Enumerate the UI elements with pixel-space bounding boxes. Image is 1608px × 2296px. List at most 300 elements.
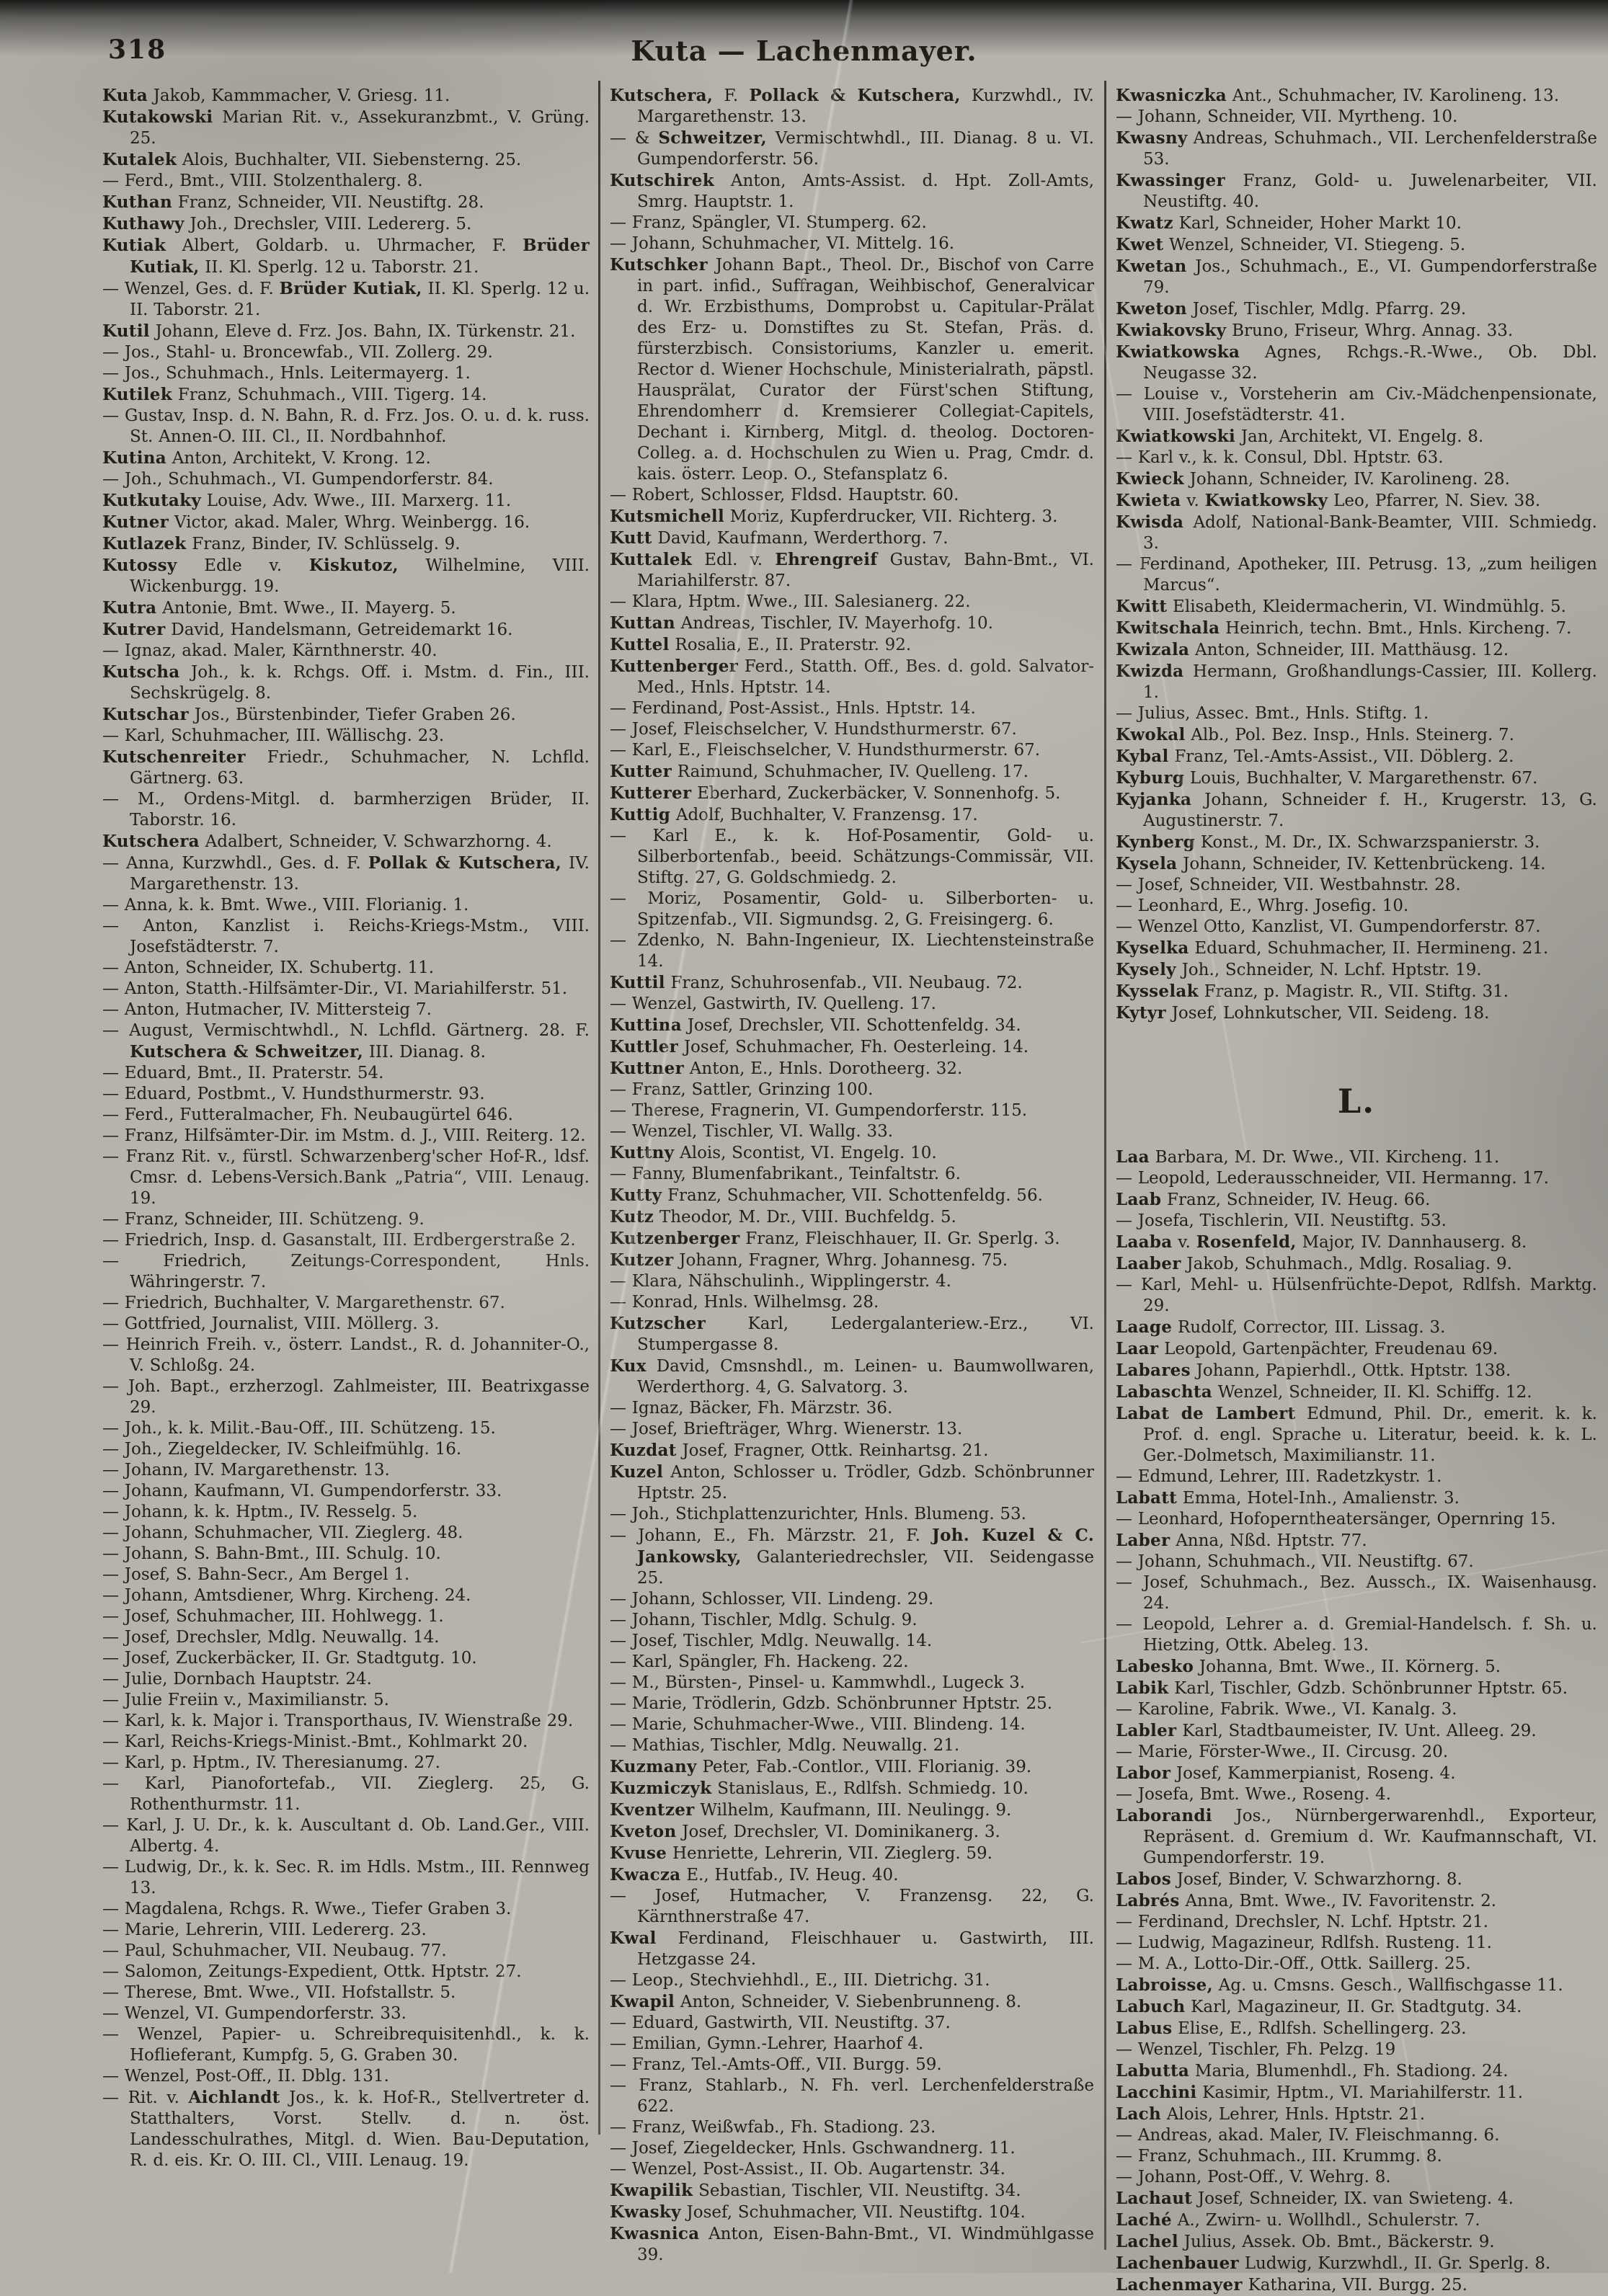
directory-entry: Laaba v. Rosenfeld, Major, IV. Dannhauserg. 8.: [1116, 1232, 1527, 1252]
directory-entry: Kwieck Johann, Schneider, IV. Karolineng. 28.: [1116, 469, 1510, 489]
directory-entry: — Ludwig, Magazineur, Rdlfsh. Rusteng. 11.: [1116, 1934, 1492, 1952]
directory-entry: Kuthan Franz, Schneider, VII. Neustiftg. 28.: [102, 192, 484, 212]
directory-entry: — Karl, k. k. Major i. Transporthaus, IV. Wienstraße 29.: [102, 1712, 574, 1730]
directory-entry: — Gustav, Insp. d. N. Bahn, R. d. Frz. Jos. O. u. d. k. russ. St. Annen-O. III. Cl., II. Nordbahnhof.: [102, 406, 590, 446]
directory-entry: Kyjanka Johann, Schneider f. H., Krugerstr. 13, G. Augustinerstr. 7.: [1116, 790, 1597, 830]
entry-surname: Kutkutaky: [102, 491, 202, 510]
directory-entry: Labares Johann, Papierhdl., Ottk. Hptstr. 138.: [1116, 1361, 1511, 1380]
directory-entry: Kutzer Johann, Fragner, Whrg. Johannesg. 75.: [610, 1250, 1008, 1270]
directory-entry: Kutner Victor, akad. Maler, Whrg. Weinbergg. 16.: [102, 512, 530, 532]
directory-entry: — Therese, Bmt. Wwe., VII. Hofstallstr. 5.: [102, 1983, 456, 2002]
entry-surname: Kwet: [1116, 235, 1164, 254]
entry-surname: Laaber: [1116, 1254, 1181, 1273]
directory-entry: — Josef, Hutmacher, V. Franzensg. 22, G. Kärnthnerstraße 47.: [610, 1887, 1094, 1926]
directory-entry: — Karl, J. U. Dr., k. k. Auscultant d. Ob. Land.Ger., VIII. Albertg. 4.: [102, 1816, 590, 1856]
directory-entry: Labuch Karl, Magazineur, II. Gr. Stadtgutg. 34.: [1116, 1997, 1522, 2016]
directory-entry: Kutsmichell Moriz, Kupferdrucker, VII. Richterg. 3.: [610, 507, 1058, 526]
entry-surname: Labler: [1116, 1721, 1177, 1740]
entry-surname: Kwokal: [1116, 725, 1186, 744]
entry-surname: Kutlazek: [102, 534, 187, 553]
directory-entry: Kytyr Josef, Lohnkutscher, VII. Seideng. 18.: [1116, 1003, 1490, 1023]
directory-entry: — M., Ordens-Mitgl. d. barmherzigen Brüder, II. Taborstr. 16.: [102, 790, 590, 829]
directory-entry: Kwitt Elisabeth, Kleidermacherin, VI. Windmühlg. 5.: [1116, 597, 1566, 616]
directory-entry: Kwasnica Anton, Eisen-Bahn-Bmt., VI. Windmühlgasse 39.: [610, 2224, 1094, 2264]
directory-entry: — Robert, Schlosser, Fldsd. Hauptstr. 60.: [610, 486, 959, 504]
directory-entry: Kutschera, F. Pollack & Kutschera, Kurzwhdl., IV. Margarethenstr. 13.: [610, 86, 1094, 126]
directory-entry: — Friedrich, Insp. d. Gasanstalt, III. Erdbergerstraße 2.: [102, 1231, 576, 1250]
directory-entry: Kuttenberger Ferd., Statth. Off., Bes. d. gold. Salvator-Med., Hnls. Hptstr. 14.: [610, 657, 1094, 697]
directory-entry: Kutter Raimund, Schuhmacher, IV. Quelleng. 17.: [610, 762, 1029, 781]
entry-surname: Labos: [1116, 1869, 1171, 1889]
directory-entry: — Ignaz, Bäcker, Fh. Märzstr. 36.: [610, 1399, 893, 1418]
directory-entry: Kuttil Franz, Schuhrosenfab., VII. Neubaug. 72.: [610, 973, 1023, 992]
entry-surname: Kutschenreiter: [102, 747, 246, 767]
directory-entry: Kwiakovsky Bruno, Friseur, Whrg. Annag. 33.: [1116, 321, 1514, 340]
entry-surname: Laa: [1116, 1147, 1150, 1167]
directory-entry: — Wenzel, VI. Gumpendorferstr. 33.: [102, 2004, 407, 2023]
directory-entry: Kutt David, Kaufmann, Werderthorg. 7.: [610, 528, 949, 548]
entry-surname: Kutakowski: [102, 107, 213, 127]
entry-surname: Kutner: [102, 512, 169, 532]
entry-surname: Ehrengreif: [775, 550, 878, 569]
directory-entry: — Franz, Hilfsämter-Dir. im Mstm. d. J., VIII. Reiterg. 12.: [102, 1126, 586, 1145]
directory-entry: Kutalek Alois, Buchhalter, VII. Siebensterng. 25.: [102, 150, 522, 169]
directory-entry: — Franz, Schneider, III. Schützeng. 9.: [102, 1210, 425, 1229]
directory-entry: Labus Elise, E., Rdlfsh. Schellingerg. 23.: [1116, 2019, 1467, 2038]
directory-entry: Kwacza E., Hutfab., IV. Heug. 40.: [610, 1865, 899, 1885]
entry-surname: Labor: [1116, 1763, 1171, 1783]
directory-entry: — Karl, p. Hptm., IV. Theresianumg. 27.: [102, 1753, 440, 1772]
entry-surname: Labatt: [1116, 1488, 1178, 1508]
directory-entry: — Rit. v. Aichlandt Jos., k. k. Hof-R., Stellvertreter d. Statthalters, Vorst. Stellv. d. n. öst. Landesschulrathes, Mitgl. d. Wien. Bau-Deputation, R. d. eis. Kr. O. III. Cl., VIII. Lenaug. 19.: [102, 2088, 590, 2170]
directory-entry: — Johann, E., Fh. Märzstr. 21, F. Joh. Kuzel & C. Jankowsky, Galanteriedrechsler, VII. Seidengasse 25.: [610, 1526, 1095, 1588]
directory-entry: Labrés Anna, Bmt. Wwe., IV. Favoritenstr. 2.: [1116, 1891, 1497, 1910]
entry-surname: Lachel: [1116, 2232, 1178, 2251]
entry-surname: Kysely: [1116, 960, 1176, 979]
entry-surname: Kuttil: [610, 973, 665, 992]
entry-surname: Kutschker: [610, 255, 708, 275]
entry-surname: Kwieck: [1116, 469, 1184, 489]
entry-surname: Kutrer: [102, 620, 166, 639]
directory-entry: — Jos., Stahl- u. Broncewfab., VII. Zollerg. 29.: [102, 343, 493, 362]
entry-surname: Kuttny: [610, 1143, 675, 1162]
directory-entry: Kutkutaky Louise, Adv. Wwe., III. Marxerg. 11.: [102, 491, 512, 510]
directory-entry: Laborandi Jos., Nürnbergerwarenhdl., Exporteur, Repräsent. d. Gremium d. Wr. Kaufmannschaft, VI. Gumpendorferstr. 19.: [1116, 1806, 1597, 1867]
entry-surname: Kutz: [610, 1207, 654, 1227]
directory-entry: Kynberg Konst., M. Dr., IX. Schwarzspanierstr. 3.: [1116, 832, 1540, 852]
directory-entry: Kyburg Louis, Buchhalter, V. Margarethenstr. 67.: [1116, 768, 1538, 788]
entry-surname: Kwacza: [610, 1865, 681, 1885]
entry-surname: Labares: [1116, 1361, 1191, 1380]
directory-entry: — Ferdinand, Apotheker, III. Petrusg. 13, „zum heiligen Marcus“.: [1116, 555, 1597, 595]
directory-entry: Kuttler Josef, Schuhmacher, Fh. Oesterleing. 14.: [610, 1037, 1029, 1056]
directory-entry: — Anton, Hutmacher, IV. Mittersteig 7.: [102, 1000, 432, 1019]
directory-entry: — Friedrich, Zeitungs-Correspondent, Hnls. Währingerstr. 7.: [102, 1252, 590, 1291]
directory-entry: — Magdalena, Rchgs. R. Wwe., Tiefer Graben 3.: [102, 1900, 512, 1918]
directory-entry: Kutzenberger Franz, Fleischhauer, II. Gr. Sperlg. 3.: [610, 1229, 1060, 1248]
entry-surname: Kutty: [610, 1185, 662, 1205]
entry-surname: Lachaut: [1116, 2189, 1193, 2208]
directory-column-1: [102, 85, 590, 2171]
entry-surname: Laborandi: [1116, 1806, 1212, 1825]
directory-column-3: [1116, 85, 1597, 2296]
entry-surname: Kwiatkowski: [1116, 427, 1236, 446]
directory-entry: — M., Bürsten-, Pinsel- u. Kammwhdl., Lugeck 3.: [610, 1673, 1026, 1692]
directory-entry: Lach Alois, Lehrer, Hnls. Hptstr. 21.: [1116, 2104, 1426, 2124]
directory-entry: Laar Leopold, Gartenpächter, Freudenau 69.: [1116, 1339, 1498, 1358]
directory-entry: Kutschenreiter Friedr., Schuhmacher, N. Lchfld. Gärtnerg. 63.: [102, 747, 590, 788]
directory-entry: — Ferd., Bmt., VIII. Stolzenthalerg. 8.: [102, 172, 423, 190]
entry-surname: Kwiatkowska: [1116, 342, 1240, 362]
directory-entry: Labesko Johanna, Bmt. Wwe., II. Körnerg. 5.: [1116, 1657, 1501, 1676]
directory-entry: Kuzmiczyk Stanislaus, E., Rdlfsh. Schmiedg. 10.: [610, 1779, 1029, 1798]
directory-entry: — Joh., k. k. Milit.-Bau-Off., III. Schützeng. 15.: [102, 1419, 496, 1438]
directory-entry: — Therese, Fragnerin, VI. Gumpendorferstr. 115.: [610, 1101, 1028, 1120]
directory-entry: — Josefa, Bmt. Wwe., Roseng. 4.: [1116, 1785, 1392, 1804]
directory-entry: Laa Barbara, M. Dr. Wwe., VII. Kircheng. 11.: [1116, 1147, 1500, 1167]
entry-surname: Kuzmiczyk: [610, 1779, 712, 1798]
entry-surname: Labrés: [1116, 1891, 1180, 1910]
entry-surname: Kwapilik: [610, 2181, 693, 2200]
directory-entry: — Anton, Kanzlist i. Reichs-Kriegs-Mstm., VIII. Josefstädterstr. 7.: [102, 917, 590, 956]
entry-surname: Brüder Kutiak,: [279, 279, 422, 298]
entry-surname: Kutiak: [102, 236, 166, 255]
directory-entry: — Wenzel Otto, Kanzlist, VI. Gumpendorferstr. 87.: [1116, 917, 1541, 936]
entry-surname: Kwitt: [1116, 597, 1168, 616]
directory-entry: Kyselka Eduard, Schuhmacher, II. Hermineng. 21.: [1116, 938, 1549, 958]
directory-entry: — Johann, Kaufmann, VI. Gumpendorferstr. 33.: [102, 1482, 502, 1500]
directory-entry: — Franz, Spängler, VI. Stumperg. 62.: [610, 213, 927, 232]
directory-entry: — Josef, Schuhmach., Bez. Aussch., IX. Waisenhausg. 24.: [1116, 1573, 1597, 1613]
directory-entry: Kwasny Andreas, Schuhmach., VII. Lerchenfelderstraße 53.: [1116, 128, 1597, 169]
directory-entry: — Karl, Spängler, Fh. Hackeng. 22.: [610, 1652, 909, 1671]
entry-surname: Lachenmayer: [1116, 2275, 1243, 2295]
section-heading: L.: [1337, 1082, 1376, 1121]
entry-surname: Kynberg: [1116, 832, 1196, 852]
directory-entry: Kuttina Josef, Drechsler, VII. Schottenfeldg. 34.: [610, 1015, 1021, 1035]
directory-entry: Kuttner Anton, E., Hnls. Dorotheerg. 32.: [610, 1059, 963, 1078]
directory-entry: Kwizala Anton, Schneider, III. Matthäusg. 12.: [1116, 640, 1509, 659]
directory-entry: — Josef, Schuhmacher, III. Hohlwegg. 1.: [102, 1607, 444, 1626]
directory-entry: — Franz, Sattler, Grinzing 100.: [610, 1080, 874, 1099]
directory-entry: — Johann, k. k. Hptm., IV. Resselg. 5.: [102, 1503, 418, 1521]
directory-entry: Kutschar Jos., Bürstenbinder, Tiefer Graben 26.: [102, 705, 516, 724]
directory-entry: Laché A., Zwirn- u. Wollhdl., Schulerstr. 7.: [1116, 2210, 1480, 2230]
entry-surname: Kutalek: [102, 150, 177, 169]
directory-entry: — Zdenko, N. Bahn-Ingenieur, IX. Liechtensteinstraße 14.: [610, 931, 1094, 971]
directory-entry: — Johann, Schneider, VII. Myrtheng. 10.: [1116, 107, 1458, 126]
directory-entry: Kutschirek Anton, Amts-Assist. d. Hpt. Zoll-Amts, Smrg. Hauptstr. 1.: [610, 171, 1094, 211]
entry-surname: Kutschera,: [610, 86, 714, 105]
directory-entry: Kutiak Albert, Goldarb. u. Uhrmacher, F. Brüder Kutiak, II. Kl. Sperlg. 12 u. Taborstr. 21.: [102, 236, 590, 277]
directory-entry: Kwitschala Heinrich, techn. Bmt., Hnls. Kircheng. 7.: [1116, 618, 1572, 638]
directory-entry: Kutlazek Franz, Binder, IV. Schlüsselg. 9.: [102, 534, 461, 553]
entry-surname: Kuta: [102, 86, 148, 105]
directory-entry: — Leonhard, Hofoperntheatersänger, Opernring 15.: [1116, 1510, 1556, 1529]
entry-surname: Laage: [1116, 1317, 1173, 1337]
entry-surname: Labat de Lambert: [1116, 1404, 1296, 1423]
directory-entry: Labat de Lambert Edmund, Phil. Dr., emerit. k. k. Prof. d. engl. Sprache u. Literatur, beeid. k. k. L. Ger.-Dolmetsch, Maximilianstr. 11.: [1116, 1404, 1597, 1465]
entry-surname: Laaba: [1116, 1232, 1173, 1252]
directory-entry: — Salomon, Zeitungs-Expedient, Ottk. Hptstr. 27.: [102, 1962, 522, 1981]
directory-entry: — Jos., Schuhmach., Hnls. Leitermayerg. 1.: [102, 364, 471, 383]
directory-entry: — Leopold, Lederausschneider, VII. Hermanng. 17.: [1116, 1169, 1549, 1188]
entry-surname: Kuzel: [610, 1462, 664, 1482]
directory-entry: — Ludwig, Dr., k. k. Sec. R. im Hdls. Mstm., III. Rennweg 13.: [102, 1858, 590, 1897]
entry-surname: Kutterer: [610, 783, 692, 803]
entry-surname: Lacchini: [1116, 2083, 1197, 2102]
directory-entry: Labler Karl, Stadtbaumeister, IV. Unt. Alleeg. 29.: [1116, 1721, 1537, 1740]
directory-entry: — Wenzel, Post-Assist., II. Ob. Augartenstr. 34.: [610, 2160, 1005, 2179]
entry-surname: Kutter: [610, 762, 672, 781]
directory-entry: — Wenzel, Ges. d. F. Brüder Kutiak, II. Kl. Sperlg. 12 u. II. Taborstr. 21.: [102, 279, 590, 319]
entry-surname: Kuttalek: [610, 550, 693, 569]
directory-entry: Lachenmayer Katharina, VII. Burgg. 25.: [1116, 2275, 1467, 2295]
directory-entry: Kvuse Henriette, Lehrerin, VII. Zieglerg. 59.: [610, 1843, 992, 1863]
directory-entry: Kuta Jakob, Kammmacher, V. Griesg. 11.: [102, 86, 450, 105]
entry-surname: Kwasky: [610, 2202, 681, 2222]
entry-surname: Kwitschala: [1116, 618, 1220, 638]
directory-entry: — Mathias, Tischler, Mdlg. Neuwallg. 21.: [610, 1736, 960, 1755]
directory-entry: — Paul, Schuhmacher, VII. Neubaug. 77.: [102, 1941, 447, 1960]
directory-entry: Kutzscher Karl, Ledergalanteriew.-Erz., VI. Stumpergasse 8.: [610, 1314, 1094, 1354]
entry-surname: Kuzdat: [610, 1441, 677, 1460]
entry-surname: Schweitzer,: [658, 128, 767, 148]
entry-surname: Pollack & Kutschera,: [749, 86, 961, 105]
directory-entry: — M. A., Lotto-Dir.-Off., Ottk. Saillerg. 25.: [1116, 1954, 1471, 1973]
directory-entry: — Josef, Drechsler, Mdlg. Neuwallg. 14.: [102, 1628, 440, 1647]
directory-entry: Kybal Franz, Tel.-Amts-Assist., VII. Döblerg. 2.: [1116, 747, 1514, 766]
directory-entry: — Karl v., k. k. Consul, Dbl. Hptstr. 63.: [1116, 448, 1444, 467]
directory-entry: — Marie, Trödlerin, Gdzb. Schönbrunner Hptstr. 25.: [610, 1694, 1053, 1713]
entry-surname: Kuttina: [610, 1015, 682, 1035]
entry-surname: Kutschar: [102, 705, 189, 724]
directory-entry: — Josefa, Tischlerin, VII. Neustiftg. 53.: [1116, 1211, 1447, 1230]
entry-surname: Kuttenberger: [610, 657, 739, 676]
directory-entry: — Ferdinand, Drechsler, N. Lchf. Hptstr. 21.: [1116, 1913, 1489, 1931]
directory-entry: Kwiatkowski Jan, Architekt, VI. Engelg. 8.: [1116, 427, 1484, 446]
directory-entry: Kutossy Edle v. Kiskutoz, Wilhelmine, VIII. Wickenburgg. 19.: [102, 556, 590, 596]
entry-surname: Kwasniczka: [1116, 86, 1227, 105]
directory-entry: Kwapil Anton, Schneider, V. Siebenbrunneng. 8.: [610, 1992, 1022, 2011]
entry-surname: Kwiakovsky: [1116, 321, 1227, 340]
entry-surname: Laché: [1116, 2210, 1172, 2230]
directory-entry: Labor Josef, Kammerpianist, Roseng. 4.: [1116, 1763, 1456, 1783]
entry-surname: Kveton: [610, 1822, 677, 1841]
entry-surname: Kwassinger: [1116, 171, 1225, 190]
directory-entry: Kux David, Cmsnshdl., m. Leinen- u. Baumwollwaren, Werderthorg. 4, G. Salvatorg. 3.: [610, 1356, 1094, 1397]
entry-surname: Kyjanka: [1116, 790, 1192, 809]
entry-surname: Kyselka: [1116, 938, 1189, 958]
directory-entry: — Leonhard, E., Whrg. Josefig. 10.: [1116, 896, 1409, 915]
directory-entry: Kwokal Alb., Pol. Bez. Insp., Hnls. Steinerg. 7.: [1116, 725, 1514, 744]
directory-entry: — Louise v., Vorsteherin am Civ.-Mädchenpensionate, VIII. Josefstädterstr. 41.: [1116, 385, 1597, 424]
directory-entry: — Josef, Schneider, VII. Westbahnstr. 28.: [1116, 876, 1461, 894]
entry-surname: Labik: [1116, 1678, 1169, 1698]
directory-column-2: [610, 85, 1094, 2266]
directory-entry: Kwetan Jos., Schuhmach., E., VI. Gumpendorferstraße 79.: [1116, 257, 1597, 297]
directory-entry: — & Schweitzer, Vermischtwhdl., III. Dianag. 8 u. VI. Gumpendorferstr. 56.: [610, 128, 1094, 169]
entry-surname: Labus: [1116, 2019, 1173, 2038]
entry-surname: Joh. Kuzel & C. Jankowsky,: [637, 1526, 1095, 1567]
entry-surname: Kutossy: [102, 556, 177, 575]
entry-surname: Kuttan: [610, 613, 675, 633]
directory-entry: Labik Karl, Tischler, Gdzb. Schönbrunner Hptstr. 65.: [1116, 1678, 1568, 1698]
directory-entry: Kysselak Franz, p. Magistr. R., VII. Stiftg. 31.: [1116, 982, 1509, 1001]
entry-surname: Kwizda: [1116, 662, 1184, 681]
directory-entry: Lacchini Kasimir, Hptm., VI. Mariahilferstr. 11.: [1116, 2083, 1524, 2102]
directory-entry: Kwal Ferdinand, Fleischhauer u. Gastwirth, III. Hetzgasse 24.: [610, 1928, 1094, 1969]
directory-entry: — Franz, Weißwfab., Fh. Stadiong. 23.: [610, 2118, 936, 2137]
directory-entry: — Anna, Kurzwhdl., Ges. d. F. Pollak & Kutschera, IV. Margarethenstr. 13.: [102, 853, 590, 894]
directory-entry: — Johann, Post-Off., V. Wehrg. 8.: [1116, 2168, 1391, 2186]
entry-surname: Labesko: [1116, 1657, 1194, 1676]
directory-entry: — Johann, Schuhmacher, VI. Mittelg. 16.: [610, 234, 955, 253]
directory-entry: Kysela Johann, Schneider, IV. Kettenbrückeng. 14.: [1116, 854, 1546, 873]
directory-entry: — Joh., Stichplattenzurichter, Hnls. Blumeng. 53.: [610, 1505, 1026, 1523]
directory-entry: — Fanny, Blumenfabrikant., Teinfaltstr. 6.: [610, 1165, 961, 1183]
directory-entry: — Marie, Lehrerin, VIII. Ledererg. 23.: [102, 1921, 427, 1939]
directory-entry: — Josef, Ziegeldecker, Hnls. Gschwandnerg. 11.: [610, 2139, 1016, 2158]
entry-surname: Kvuse: [610, 1843, 667, 1863]
entry-surname: Lach: [1116, 2104, 1162, 2124]
directory-entry: — Wenzel, Papier- u. Schreibrequisitenhdl., k. k. Hoflieferant, Kumpfg. 5, G. Graben 30.: [102, 2025, 590, 2065]
directory-entry: — Marie, Schuhmacher-Wwe., VIII. Blindeng. 14.: [610, 1715, 1026, 1734]
entry-surname: Kutil: [102, 321, 150, 341]
directory-entry: — Konrad, Hnls. Wilhelmsg. 28.: [610, 1293, 879, 1312]
directory-entry: Kweton Josef, Tischler, Mdlg. Pfarrg. 29.: [1116, 299, 1467, 319]
entry-surname: Kutsmichell: [610, 507, 724, 526]
directory-entry: — Josef, Fleischselcher, V. Hundsthurmerstr. 67.: [610, 720, 1017, 739]
directory-entry: — Klara, Nähschulinh., Wipplingerstr. 4.: [610, 1272, 951, 1291]
entry-surname: Lachenbauer: [1116, 2253, 1239, 2273]
entry-surname: Kuthawy: [102, 214, 185, 233]
directory-entry: — Gottfried, Journalist, VIII. Möllerg. 3.: [102, 1314, 440, 1333]
directory-entry: — Wenzel, Tischler, VI. Wallg. 33.: [610, 1122, 894, 1141]
directory-entry: Kwiatkowska Agnes, Rchgs.-R.-Wwe., Ob. Dbl. Neugasse 32.: [1116, 342, 1597, 383]
directory-entry: — Karl, E., Fleischselcher, V. Hundsthurmerstr. 67.: [610, 741, 1041, 760]
directory-entry: — Johann, Schuhmach., VII. Neustiftg. 67.: [1116, 1552, 1474, 1571]
directory-entry: — Karl, Schuhmacher, III. Wällischg. 23.: [102, 726, 445, 745]
directory-entry: — Johann, Amtsdiener, Whrg. Kircheng. 24.: [102, 1586, 471, 1605]
directory-entry: Kwizda Hermann, Großhandlungs-Cassier, III. Kollerg. 1.: [1116, 662, 1597, 702]
directory-entry: Kuttalek Edl. v. Ehrengreif Gustav, Bahn-Bmt., VI. Mariahilferstr. 87.: [610, 550, 1094, 590]
entry-surname: Kiskutoz,: [308, 556, 399, 575]
entry-surname: Kybal: [1116, 747, 1169, 766]
directory-entry: — Josef, Tischler, Mdlg. Neuwallg. 14.: [610, 1632, 933, 1650]
entry-surname: Kutzer: [610, 1250, 674, 1270]
directory-entry: — Johann, Schuhmacher, VII. Zieglerg. 48.: [102, 1523, 463, 1542]
directory-entry: — Edmund, Lehrer, III. Radetzkystr. 1.: [1116, 1467, 1442, 1486]
entry-surname: Kwapil: [610, 1992, 675, 2011]
directory-entry: — Julie Freiin v., Maximilianstr. 5.: [102, 1691, 389, 1709]
directory-entry: Kutscha Joh., k. k. Rchgs. Off. i. Mstm. d. Fin., III. Sechskrügelg. 8.: [102, 662, 590, 703]
entry-surname: Kysela: [1116, 854, 1178, 873]
entry-surname: Kutilek: [102, 385, 172, 404]
directory-entry: Kutina Anton, Architekt, V. Krong. 12.: [102, 448, 431, 468]
directory-entry: Lachaut Josef, Schneider, IX. van Swieteng. 4.: [1116, 2189, 1514, 2208]
directory-entry: — Joh., Schuhmach., VI. Gumpendorferstr. 84.: [102, 470, 494, 489]
directory-entry: — Heinrich Freih. v., österr. Landst., R. d. Johanniter-O., V. Schloßg. 24.: [102, 1335, 590, 1375]
directory-entry: Laaber Jakob, Schuhmach., Mdlg. Rosaliag. 9.: [1116, 1254, 1512, 1273]
directory-entry: — Johann, S. Bahn-Bmt., III. Schulg. 10.: [102, 1544, 441, 1563]
directory-entry: Kwisda Adolf, National-Bank-Beamter, VIII. Schmiedg. 3.: [1116, 512, 1597, 553]
entry-surname: Kwieta: [1116, 491, 1181, 510]
entry-surname: Kutzscher: [610, 1314, 706, 1333]
entry-surname: Kutt: [610, 528, 652, 548]
directory-entry: — Karl, Reichs-Kriegs-Minist.-Bmt., Kohlmarkt 20.: [102, 1732, 528, 1751]
directory-entry: Kuttan Andreas, Tischler, IV. Mayerhofg. 10.: [610, 613, 993, 633]
entry-surname: Kuzmany: [610, 1757, 697, 1776]
entry-surname: Labutta: [1116, 2061, 1190, 2081]
directory-entry: Kutschker Johann Bapt., Theol. Dr., Bischof von Carre in part. infid., Suffragan, Weihbischof, Generalvicar d. Wr. Erzbisthums, Domprobst u. Capitular-Prälat des Erz- u. Domstiftes zu St. Stefan, Präs. d. fürsterzbisch. Consistoriums, Kanzler u. emerit. Rector d. Wiener Hochschule, Ministerialrath, päpstl. Hausprälat, Curator der Fürst'schen Stiftung, Ehrendomherr d. Kremsierer Collegiat-Capitels, Dechant i. Kirnberg, Mitgl. d. theolog. Doctoren-Colleg. a. d. Hochschulen zu Wien u. Prag, Cmdr. d. kais. österr. Leop. O., Stefansplatz 6.: [610, 255, 1094, 484]
directory-entry: — Johann, Schlosser, VII. Lindeng. 29.: [610, 1590, 934, 1608]
entry-surname: Kutschera: [102, 832, 200, 851]
directory-entry: — Franz, Stahlarb., N. Fh. verl. Lerchenfelderstraße 622.: [610, 2076, 1094, 2116]
directory-entry: — Wenzel, Gastwirth, IV. Quelleng. 17.: [610, 995, 936, 1013]
directory-entry: Kuthawy Joh., Drechsler, VIII. Ledererg. 5.: [102, 214, 472, 233]
directory-entry: — Klara, Hptm. Wwe., III. Salesianerg. 22.: [610, 592, 971, 611]
directory-entry: — Julius, Assec. Bmt., Hnls. Stiftg. 1.: [1116, 704, 1429, 723]
directory-entry: Labroisse, Ag. u. Cmsns. Gesch., Wallfischgasse 11.: [1116, 1975, 1563, 1995]
directory-entry: — Friedrich, Buchhalter, V. Margarethenstr. 67.: [102, 1294, 505, 1312]
entry-surname: Kutschirek: [610, 171, 714, 190]
directory-entry: Lachenbauer Ludwig, Kurzwhdl., II. Gr. Sperlg. 8.: [1116, 2253, 1551, 2273]
directory-entry: — Franz, Schuhmach., III. Krummg. 8.: [1116, 2147, 1442, 2166]
entry-surname: Rosenfeld,: [1196, 1232, 1297, 1252]
directory-entry: Kutilek Franz, Schuhmach., VIII. Tigerg. 14.: [102, 385, 487, 404]
entry-surname: Kwasnica: [610, 2224, 700, 2243]
entry-surname: Kweton: [1116, 299, 1187, 319]
directory-entry: — Anton, Schneider, IX. Schubertg. 11.: [102, 958, 435, 977]
directory-entry: Kuzmany Peter, Fab.-Contlor., VIII. Florianig. 39.: [610, 1757, 1032, 1776]
entry-surname: Laab: [1116, 1190, 1162, 1209]
entry-surname: Aichlandt: [188, 2088, 280, 2107]
entry-surname: Kuttner: [610, 1059, 685, 1078]
directory-entry: — Andreas, akad. Maler, IV. Fleischmanng. 6.: [1116, 2126, 1500, 2145]
entry-surname: Kwasny: [1116, 128, 1188, 148]
entry-surname: Kwetan: [1116, 257, 1187, 276]
directory-entry: Kutra Antonie, Bmt. Wwe., II. Mayerg. 5.: [102, 598, 456, 618]
directory-entry: — Karl, Mehl- u. Hülsenfrüchte-Depot, Rdlfsh. Marktg. 29.: [1116, 1276, 1597, 1315]
directory-entry: Kuttel Rosalia, E., II. Praterstr. 92.: [610, 635, 912, 654]
entry-surname: Kuttel: [610, 635, 670, 654]
directory-entry: — Franz Rit. v., fürstl. Schwarzenberg'scher Hof-R., ldsf. Cmsr. d. Lebens-Versich.Bank „Patria“, VIII. Lenaug. 19.: [102, 1147, 590, 1208]
column-divider-2: [1104, 81, 1106, 2250]
directory-entry: — Emilian, Gymn.-Lehrer, Haarhof 4.: [610, 2034, 924, 2053]
entry-surname: Kuttig: [610, 805, 671, 824]
directory-entry: — Julie, Dornbach Hauptstr. 24.: [102, 1670, 372, 1688]
entry-surname: Pollak & Kutschera,: [368, 853, 562, 873]
entry-surname: Kuttler: [610, 1037, 679, 1056]
directory-entry: Laab Franz, Schneider, IV. Heug. 66.: [1116, 1190, 1431, 1209]
directory-entry: Labatt Emma, Hotel-Inh., Amalienstr. 3.: [1116, 1488, 1460, 1508]
directory-entry: Kwasky Josef, Schuhmacher, VII. Neustiftg. 104.: [610, 2202, 1026, 2222]
page-header: [0, 35, 1608, 75]
directory-entry: Kwassinger Franz, Gold- u. Juwelenarbeiter, VII. Neustiftg. 40.: [1116, 171, 1597, 211]
directory-entry: Kuttny Alois, Scontist, VI. Engelg. 10.: [610, 1143, 937, 1162]
entry-surname: Labuch: [1116, 1997, 1186, 2016]
entry-surname: Kwal: [610, 1928, 657, 1948]
directory-entry: Kuzdat Josef, Fragner, Ottk. Reinhartsg. 21.: [610, 1441, 989, 1460]
directory-entry: — Eduard, Postbmt., V. Hundsthurmerstr. 93.: [102, 1085, 485, 1103]
entry-surname: Kyburg: [1116, 768, 1185, 788]
directory-entry: — Ignaz, akad. Maler, Kärnthnerstr. 40.: [102, 641, 437, 660]
directory-entry: — Josef, S. Bahn-Secr., Am Bergel 1.: [102, 1565, 410, 1584]
directory-entry: — Wenzel, Tischler, Fh. Pelzg. 19: [1116, 2040, 1396, 2059]
entry-surname: Kutra: [102, 598, 157, 618]
directory-entry: Kwatz Karl, Schneider, Hoher Markt 10.: [1116, 213, 1462, 233]
